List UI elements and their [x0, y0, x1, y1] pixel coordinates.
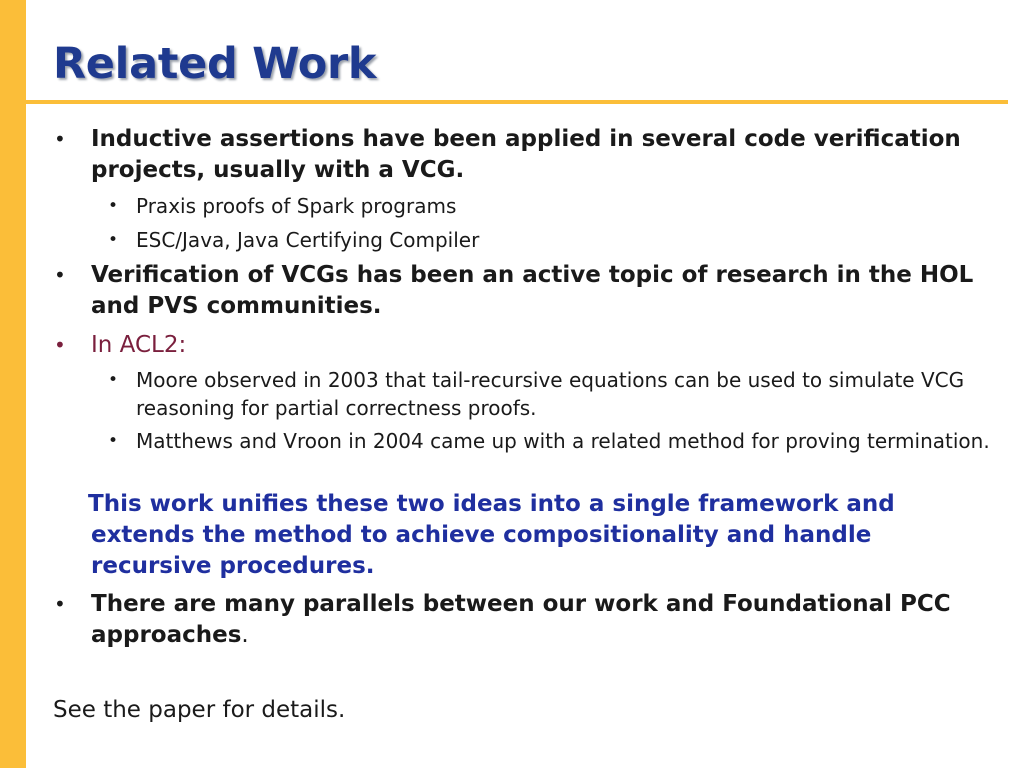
- sub-bullet-marker: •: [108, 196, 119, 216]
- bullet-marker: •: [54, 333, 66, 357]
- sub-bullet-matthews-vroon: Matthews and Vroon in 2004 came up with a related method for proving termination.: [136, 429, 990, 453]
- sub-bullet-marker: •: [108, 431, 119, 451]
- bullet-vcg-verification: Verification of VCGs has been an active topic of research in the HOL and PVS communities.: [91, 262, 974, 319]
- sub-bullet-esc-java: ESC/Java, Java Certifying Compiler: [136, 228, 480, 252]
- see-paper-note: See the paper for details.: [53, 697, 346, 723]
- bullet-in-acl2: In ACL2:: [91, 332, 187, 358]
- sub-bullet-marker: •: [108, 230, 119, 250]
- bullet-marker: •: [54, 592, 66, 616]
- bullet-foundational-pcc-period: .: [241, 622, 249, 648]
- bullet-foundational-pcc: [91, 589, 991, 651]
- bullet-foundational-pcc-text: There are many parallels between our work and Foundational PCC approaches: [91, 591, 951, 648]
- sub-bullet-moore: Moore observed in 2003 that tail-recursive equations can be used to simulate VCG reasoning for partial correctness proofs.: [136, 368, 965, 420]
- sub-bullet-praxis: Praxis proofs of Spark programs: [136, 194, 457, 218]
- bullet-marker: •: [54, 127, 66, 151]
- slide-title: Related Work: [53, 39, 377, 89]
- highlight-paragraph: This work unifies these two ideas into a single framework and extends the method to achieve compositionality and handle recursive procedures.: [88, 491, 895, 579]
- sub-bullet-marker: •: [108, 370, 119, 390]
- bullet-marker: •: [54, 263, 66, 287]
- bullet-inductive-assertions: Inductive assertions have been applied in several code verification projects, usually with a VCG.: [91, 126, 961, 183]
